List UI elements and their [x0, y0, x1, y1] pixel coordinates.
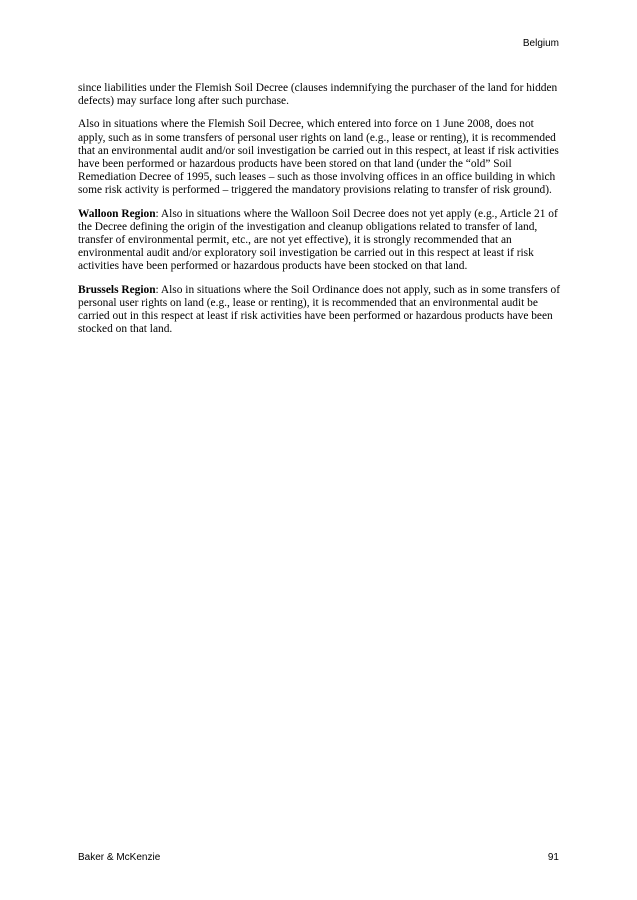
header-country: Belgium: [522, 38, 559, 49]
walloon-region-heading: Walloon Region: [78, 207, 156, 220]
walloon-region-text: : Also in situations where the Walloon Soil Decree does not yet apply (e.g., Article 21 of the Decree defining the origin of the investigation and cleanup obligations related to transfer of land, transfer of environmental permit, etc., are not yet effective), it is strongly recommended that an environmental audit and/or exploratory soil investigation be carried out in this respect at least if risk activities have been performed or hazardous products have been stocked on that land.: [78, 207, 558, 273]
brussels-region-heading: Brussels Region: [78, 283, 156, 296]
footer-firm: Baker & McKenzie: [78, 852, 161, 863]
footer-page-number: 91: [547, 852, 559, 863]
paragraph-brussels-region: [78, 284, 562, 337]
document-body: [78, 82, 562, 346]
paragraph-continuation: since liabilities under the Flemish Soil Decree (clauses indemnifying the purchaser of the land for hidden defects) may surface long after such purchase.: [78, 82, 558, 108]
paragraph-walloon-region: [78, 208, 562, 274]
brussels-region-text: : Also in situations where the Soil Ordinance does not apply, such as in some transfers of personal user rights on land (e.g., lease or renting), it is recommended that an environmental audit be carried out in this respect at least if risk activities have been performed or hazardous products have been stocked on that land.: [78, 283, 561, 336]
paragraph-flemish-recommendation: Also in situations where the Flemish Soil Decree, which entered into force on 1 June 2008, does not apply, such as in some transfers of personal user rights on land (e.g., lease or renting), it is recommended that an environmental audit and/or soil investigation be carried out in this respect, at least if risk activities have been performed or hazardous products have been stored on that land (under the “old” Soil Remediation Decree of 1995, such leases – such as those involving offices in an office building in which some risk activity is performed – triggered the mandatory provisions relating to transfer of risk ground).: [78, 118, 559, 197]
